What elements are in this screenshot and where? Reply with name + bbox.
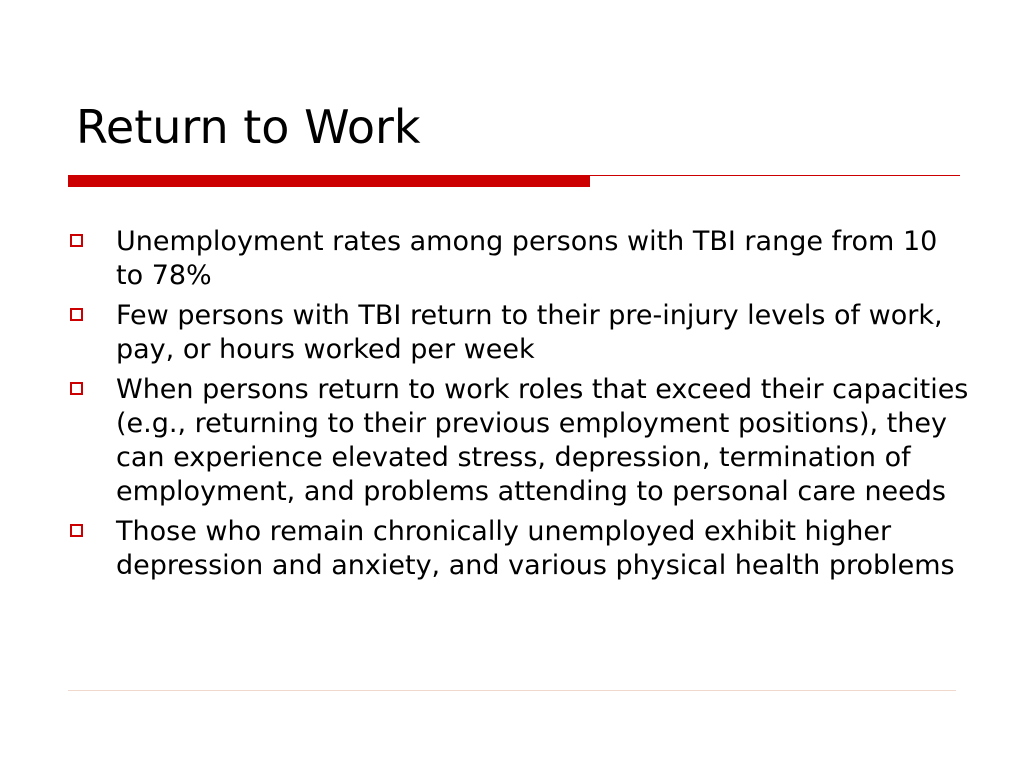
square-bullet-icon: [70, 234, 83, 247]
bullet-item: [70, 299, 970, 367]
bullet-list: [70, 225, 970, 589]
bullet-text: Those who remain chronically unemployed exhibit higher depression and anxiety, and various physical health problems: [116, 516, 955, 581]
bullet-text: Unemployment rates among persons with TBI range from 10 to 78%: [116, 226, 938, 291]
bullet-text: When persons return to work roles that exceed their capacities (e.g., returning to their previous employment positions), they can experience elevated stress, depression, termination of employment, and problems attending to personal care needs: [116, 374, 969, 507]
title-underline-thick: [68, 175, 590, 187]
bullet-item: [70, 373, 970, 509]
slide-title: Return to Work: [76, 100, 421, 154]
bullet-item: [70, 225, 970, 293]
square-bullet-icon: [70, 308, 83, 321]
square-bullet-icon: [70, 382, 83, 395]
footer-divider: [68, 690, 956, 691]
title-underline-thin: [590, 175, 960, 176]
square-bullet-icon: [70, 524, 83, 537]
bullet-text: Few persons with TBI return to their pre-injury levels of work, pay, or hours worked per week: [116, 300, 943, 365]
bullet-item: [70, 515, 970, 583]
